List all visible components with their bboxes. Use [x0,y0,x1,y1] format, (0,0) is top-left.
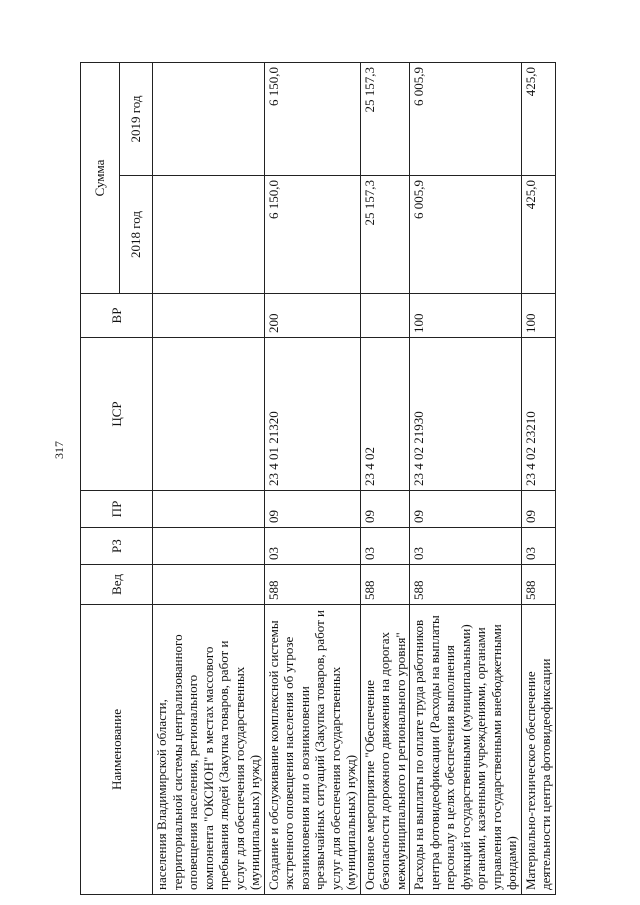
table-row [521,63,555,895]
header-rz: РЗ [81,528,153,565]
cell-rz [153,528,265,565]
cell-2018: 6 005,9 [410,176,522,294]
header-name: Наименование [81,605,153,895]
cell-2018: 425,0 [521,176,555,294]
table-row [410,63,522,895]
cell-rz: 03 [521,528,555,565]
cell-vr: 100 [521,294,555,338]
cell-name: населения Владимирской области, территориальной системы централизованного оповещения населения, регионального компонента "ОКСИОН" в местах массового пребывания людей (Закупка товаров, работ и услуг для обеспечения государственных (муниципальных) нужд) [153,605,265,895]
cell-2018: 25 157,3 [360,176,410,294]
cell-csr: 23 4 01 21320 [264,338,360,491]
cell-rz: 03 [410,528,522,565]
header-sum: Сумма [81,63,120,294]
page-number: 317 [52,441,66,459]
cell-2018 [153,176,265,294]
cell-name: Создание и обслуживание комплексной системы экстренного оповещения населения об угрозе возникновения или о возникновении чрезвычайных ситуаций (Закупка товаров, работ и услуг для обеспечения государственных (муниципальных) нужд) [264,605,360,895]
cell-pr: 09 [264,491,360,528]
cell-2019: 6 005,9 [410,63,522,176]
table-row [360,63,410,895]
table-body [153,63,556,895]
cell-vr [153,294,265,338]
cell-csr [153,338,265,491]
cell-name: Материально-техническое обеспечение деятельности центра фотовидеофиксации [521,605,555,895]
header-2019: 2019 год [120,63,153,176]
cell-vr [360,294,410,338]
header-pr: ПР [81,491,153,528]
header-2018: 2018 год [120,176,153,294]
cell-2019 [153,63,265,176]
cell-pr [153,491,265,528]
cell-ved: 588 [410,565,522,605]
cell-2019: 25 157,3 [360,63,410,176]
cell-csr: 23 4 02 [360,338,410,491]
cell-csr: 23 4 02 23210 [521,338,555,491]
budget-table [80,62,556,895]
cell-ved: 588 [521,565,555,605]
header-row [81,63,120,895]
header-csr: ЦСР [81,338,153,491]
cell-2019: 6 150,0 [264,63,360,176]
table-row [153,63,265,895]
cell-pr: 09 [521,491,555,528]
cell-ved [153,565,265,605]
cell-vr: 200 [264,294,360,338]
cell-vr: 100 [410,294,522,338]
cell-name: Расходы на выплаты по оплате труда работников центра фотовидеофиксации (Расходы на выплаты персоналу в целях обеспечения выполнения функций государственными (муниципальными) органами, казенными учреждениями, органами управления государственными внебюджетными фондами) [410,605,522,895]
cell-pr: 09 [360,491,410,528]
header-vr: ВР [81,294,153,338]
cell-ved: 588 [264,565,360,605]
cell-csr: 23 4 02 21930 [410,338,522,491]
cell-rz: 03 [360,528,410,565]
cell-2018: 6 150,0 [264,176,360,294]
cell-ved: 588 [360,565,410,605]
cell-rz: 03 [264,528,360,565]
cell-2019: 425,0 [521,63,555,176]
cell-pr: 09 [410,491,522,528]
table-row [264,63,360,895]
header-ved: Вед [81,565,153,605]
cell-name: Основное мероприятие "Обеспечение безопасности дорожного движения на дорогах межмуниципального и регионального уровня" [360,605,410,895]
